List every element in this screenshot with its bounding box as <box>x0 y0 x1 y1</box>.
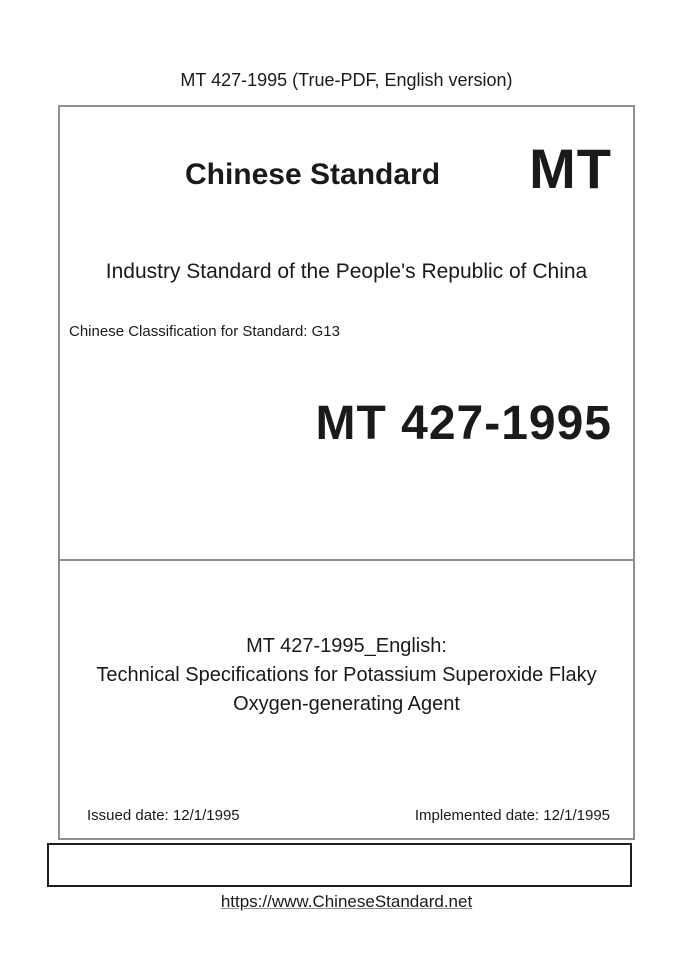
issued-date-label: Issued date: 12/1/1995 <box>87 807 240 824</box>
section-divider <box>60 559 633 561</box>
standard-number: MT 427-1995 <box>315 397 612 450</box>
dates-row <box>87 807 610 825</box>
document-title-line1: MT 427-1995_English: <box>246 635 447 657</box>
document-title-line3: Oxygen-generating Agent <box>233 693 460 715</box>
brand-code: MT <box>529 137 612 200</box>
page-header-title: MT 427-1995 (True-PDF, English version) <box>180 70 513 90</box>
document-title-line2: Technical Specifications for Potassium Superoxide Flaky <box>96 664 597 686</box>
brand-title: Chinese Standard <box>184 158 441 191</box>
cover-box <box>58 105 635 840</box>
classification-label: Chinese Classification for Standard: G13 <box>69 323 340 340</box>
footer-link[interactable]: https://www.ChineseStandard.net <box>220 892 473 911</box>
industry-subtitle: Industry Standard of the People's Republic of China <box>105 260 588 283</box>
footer-empty-box <box>47 843 632 887</box>
implemented-date-label: Implemented date: 12/1/1995 <box>414 807 610 824</box>
footer-link-wrap <box>0 892 693 912</box>
document-title-block <box>60 632 633 719</box>
